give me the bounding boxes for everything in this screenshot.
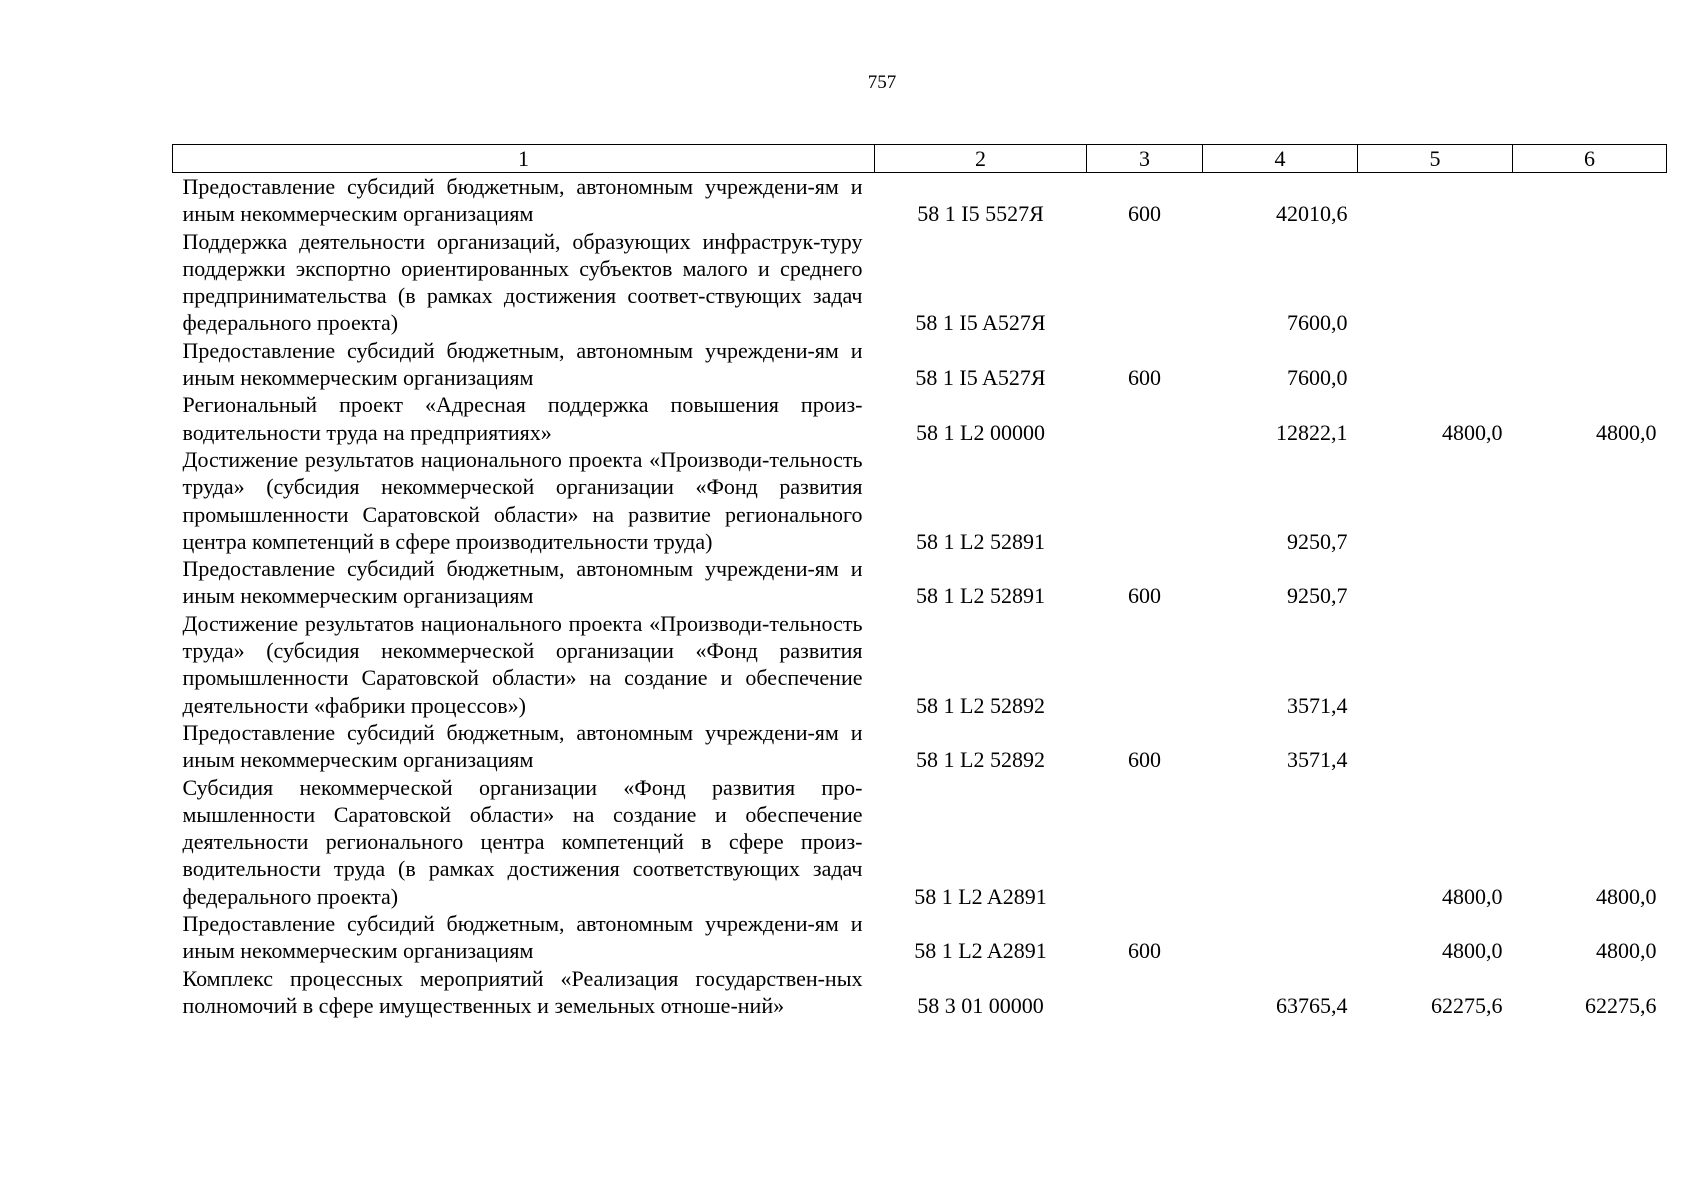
header-col-1: 1	[173, 145, 875, 173]
row-value-6	[1513, 173, 1667, 228]
table-row	[173, 446, 1667, 555]
row-name: Поддержка деятельности организаций, образующих инфраструк-туру поддержки экспортно ориентированных субъектов малого и среднего предпринимательства (в рамках достижения соответ-ствующих задач федерального проекта)	[182, 228, 863, 336]
row-value-4: 63765,4	[1276, 992, 1348, 1018]
header-col-2: 2	[875, 145, 1087, 173]
row-value-6	[1513, 610, 1667, 719]
budget-table	[172, 144, 1667, 1019]
row-code: 58 3 01 00000	[917, 992, 1044, 1018]
table-row	[173, 910, 1667, 965]
row-value-5	[1358, 337, 1513, 392]
row-name: Субсидия некоммерческой организации «Фонд развития про-мышленности Саратовской области» на создание и обеспечение деятельности регионального центра компетенций в сфере произ-водительности труда (в рамках достижения соответствующих задач федерального проекта)	[182, 774, 863, 909]
table-row	[173, 228, 1667, 337]
table-row	[173, 965, 1667, 1020]
table-row	[173, 719, 1667, 774]
row-code: 58 1 L2 00000	[916, 419, 1045, 445]
row-expense-type: 600	[1128, 201, 1161, 227]
row-value-4: 7600,0	[1287, 310, 1348, 336]
row-expense-type: 600	[1128, 938, 1161, 964]
row-name: Достижение результатов национального проекта «Производи-тельность труда» (субсидия некоммерческой организации «Фонд развития промышленности Саратовской области» на создание и обеспечение деятельности «фабрики процессов»)	[182, 610, 863, 718]
row-value-4: 42010,6	[1276, 201, 1348, 227]
row-name: Предоставление субсидий бюджетным, автономным учреждени-ям и иным некоммерческим организациям	[182, 911, 863, 964]
row-name: Достижение результатов национального проекта «Производи-тельность труда» (субсидия некоммерческой организации «Фонд развития промышленности Саратовской области» на развитие регионального центра компетенций в сфере производительности труда)	[182, 446, 863, 554]
row-value-6	[1513, 228, 1667, 337]
row-code: 58 1 I5 A527Я	[915, 365, 1046, 391]
row-value-5	[1358, 173, 1513, 228]
row-code: 58 1 L2 52892	[916, 692, 1045, 718]
row-value-4: 9250,7	[1287, 583, 1348, 609]
row-value-5	[1358, 610, 1513, 719]
row-value-6: 4800,0	[1596, 938, 1657, 964]
table-row	[173, 610, 1667, 719]
row-expense-type	[1087, 391, 1203, 446]
row-value-4: 7600,0	[1287, 365, 1348, 391]
table-row	[173, 173, 1667, 228]
row-value-5	[1358, 446, 1513, 555]
row-value-6: 62275,6	[1585, 992, 1657, 1018]
header-row	[173, 145, 1667, 173]
row-expense-type	[1087, 610, 1203, 719]
row-name: Предоставление субсидий бюджетным, автономным учреждени-ям и иным некоммерческим организациям	[182, 719, 863, 773]
header-col-3: 3	[1087, 145, 1203, 173]
table-row	[173, 774, 1667, 910]
header-col-5: 5	[1358, 145, 1513, 173]
row-value-6: 4800,0	[1596, 419, 1657, 445]
row-value-4: 3571,4	[1287, 692, 1348, 718]
row-expense-type	[1087, 965, 1203, 1020]
row-value-6	[1513, 555, 1667, 610]
table-header	[173, 145, 1667, 173]
table-row	[173, 555, 1667, 610]
row-expense-type	[1087, 228, 1203, 337]
row-expense-type: 600	[1128, 747, 1161, 773]
row-expense-type	[1087, 446, 1203, 555]
row-value-5	[1358, 719, 1513, 774]
row-code: 58 1 L2 A2891	[914, 938, 1047, 964]
row-name: Предоставление субсидий бюджетным, автономным учреждени-ям и иным некоммерческим организациям	[182, 556, 863, 609]
row-expense-type: 600	[1128, 583, 1161, 609]
row-value-4	[1203, 774, 1358, 910]
row-value-4: 3571,4	[1287, 747, 1348, 773]
row-name: Предоставление субсидий бюджетным, автономным учреждени-ям и иным некоммерческим организациям	[182, 174, 863, 227]
row-code: 58 1 L2 52891	[916, 528, 1045, 554]
row-value-5: 4800,0	[1442, 419, 1503, 445]
row-code: 58 1 I5 5527Я	[917, 201, 1044, 227]
header-col-6: 6	[1513, 145, 1667, 173]
row-value-6	[1513, 719, 1667, 774]
row-value-5	[1358, 228, 1513, 337]
row-value-5: 62275,6	[1431, 992, 1503, 1018]
row-code: 58 1 I5 A527Я	[915, 310, 1046, 336]
row-name: Региональный проект «Адресная поддержка повышения произ-водительности труда на предприятиях»	[182, 392, 863, 445]
row-expense-type	[1087, 774, 1203, 910]
row-value-6: 4800,0	[1596, 883, 1657, 909]
row-value-5: 4800,0	[1442, 883, 1503, 909]
table-row	[173, 391, 1667, 446]
header-col-4: 4	[1203, 145, 1358, 173]
table-body	[173, 173, 1667, 1020]
row-value-4: 12822,1	[1276, 419, 1348, 445]
row-value-5: 4800,0	[1442, 938, 1503, 964]
row-value-6	[1513, 337, 1667, 392]
row-value-6	[1513, 446, 1667, 555]
row-value-4: 9250,7	[1287, 528, 1348, 554]
row-code: 58 1 L2 52891	[916, 583, 1045, 609]
row-code: 58 1 L2 A2891	[914, 883, 1047, 909]
page-number: 757	[867, 72, 897, 93]
row-code: 58 1 L2 52892	[916, 747, 1045, 773]
table-row	[173, 337, 1667, 392]
row-value-4	[1203, 910, 1358, 965]
row-name: Комплекс процессных мероприятий «Реализация государствен-ных полномочий в сфере имущественных и земельных отноше-ний»	[182, 965, 863, 1018]
row-expense-type: 600	[1128, 365, 1161, 391]
row-name: Предоставление субсидий бюджетным, автономным учреждени-ям и иным некоммерческим организациям	[182, 337, 863, 391]
row-value-5	[1358, 555, 1513, 610]
